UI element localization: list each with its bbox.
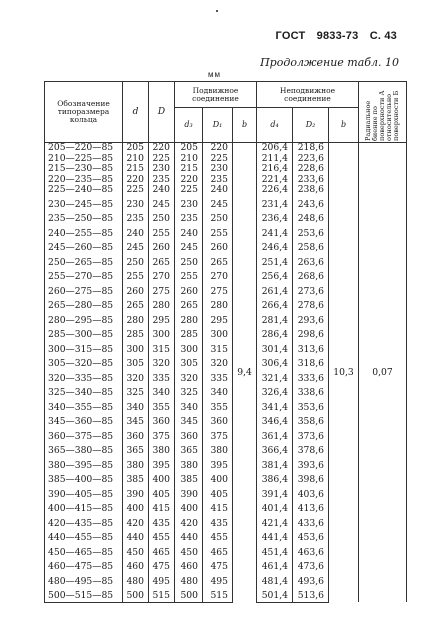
cell-D: 375 <box>149 428 175 443</box>
cell-D1: 395 <box>203 457 233 472</box>
cell-D: 340 <box>149 384 175 399</box>
cell-d3: 480 <box>175 573 203 588</box>
cell-D: 245 <box>149 196 175 211</box>
cell-d3: 460 <box>175 558 203 573</box>
cell-D2: 493,6 <box>293 573 329 588</box>
standard-number: 9833-73 <box>316 30 359 42</box>
cell-D1: 455 <box>203 529 233 544</box>
cell-D1: 265 <box>203 254 233 269</box>
cell-D1: 335 <box>203 370 233 385</box>
cell-designation: 210—225—85 <box>45 154 123 165</box>
cell-designation: 245—260—85 <box>45 239 123 254</box>
cell-designation: 215—230—85 <box>45 164 123 175</box>
cell-D: 495 <box>149 573 175 588</box>
cell-D2: 253,6 <box>293 225 329 240</box>
cell-d: 280 <box>123 312 149 327</box>
cell-D2: 278,6 <box>293 297 329 312</box>
cell-designation: 390—405—85 <box>45 486 123 501</box>
cell-D: 280 <box>149 297 175 312</box>
cell-d: 215 <box>123 164 149 175</box>
cell-D1: 245 <box>203 196 233 211</box>
cell-D1: 300 <box>203 326 233 341</box>
cell-D2: 273,6 <box>293 283 329 298</box>
cell-d4: 241,4 <box>257 225 293 240</box>
cell-d4: 441,4 <box>257 529 293 544</box>
cell-d3: 260 <box>175 283 203 298</box>
cell-runout: 0,07 <box>359 143 407 603</box>
cell-d3: 250 <box>175 254 203 269</box>
cell-D1: 230 <box>203 164 233 175</box>
cell-d: 240 <box>123 225 149 240</box>
cell-D2: 403,6 <box>293 486 329 501</box>
cell-b-fixed: 10,3 <box>329 143 359 603</box>
cell-designation: 340—355—85 <box>45 399 123 414</box>
cell-d3: 420 <box>175 515 203 530</box>
cell-d: 345 <box>123 413 149 428</box>
cell-D: 475 <box>149 558 175 573</box>
cell-d4: 346,4 <box>257 413 293 428</box>
cell-d4: 231,4 <box>257 196 293 211</box>
page-number: С. 43 <box>369 30 397 42</box>
cell-d3: 500 <box>175 587 203 602</box>
cell-designation: 360—375—85 <box>45 428 123 443</box>
cell-D2: 373,6 <box>293 428 329 443</box>
cell-d3: 210 <box>175 154 203 165</box>
cell-d3: 205 <box>175 143 203 154</box>
cell-D1: 435 <box>203 515 233 530</box>
cell-D2: 413,6 <box>293 500 329 515</box>
cell-D1: 320 <box>203 355 233 370</box>
col-D2: D₂ <box>293 108 329 143</box>
cell-D2: 353,6 <box>293 399 329 414</box>
cell-d4: 216,4 <box>257 164 293 175</box>
cell-D: 455 <box>149 529 175 544</box>
cell-designation: 325—340—85 <box>45 384 123 399</box>
cell-d: 225 <box>123 185 149 196</box>
cell-d4: 306,4 <box>257 355 293 370</box>
cell-designation: 380—395—85 <box>45 457 123 472</box>
cell-D2: 268,6 <box>293 268 329 283</box>
cell-D1: 235 <box>203 175 233 186</box>
cell-D2: 513,6 <box>293 587 329 602</box>
dimensions-table <box>44 81 407 603</box>
cell-designation: 230—245—85 <box>45 196 123 211</box>
cell-D1: 360 <box>203 413 233 428</box>
cell-designation: 345—360—85 <box>45 413 123 428</box>
cell-designation: 420—435—85 <box>45 515 123 530</box>
cell-d: 285 <box>123 326 149 341</box>
cell-D: 515 <box>149 587 175 602</box>
cell-D2: 248,6 <box>293 210 329 225</box>
cell-d: 220 <box>123 175 149 186</box>
cell-d4: 301,4 <box>257 341 293 356</box>
table-row <box>45 143 407 154</box>
cell-d4: 221,4 <box>257 175 293 186</box>
page-header <box>268 30 397 42</box>
cell-D1: 400 <box>203 471 233 486</box>
cell-D1: 250 <box>203 210 233 225</box>
cell-D: 360 <box>149 413 175 428</box>
cell-d: 320 <box>123 370 149 385</box>
cell-D: 405 <box>149 486 175 501</box>
cell-d: 400 <box>123 500 149 515</box>
cell-d: 420 <box>123 515 149 530</box>
cell-D: 380 <box>149 442 175 457</box>
cell-D2: 233,6 <box>293 175 329 186</box>
cell-D: 415 <box>149 500 175 515</box>
cell-d3: 320 <box>175 370 203 385</box>
cell-D1: 380 <box>203 442 233 457</box>
cell-d: 365 <box>123 442 149 457</box>
cell-d: 210 <box>123 154 149 165</box>
cell-d3: 265 <box>175 297 203 312</box>
cell-D2: 258,6 <box>293 239 329 254</box>
cell-d3: 220 <box>175 175 203 186</box>
cell-D: 300 <box>149 326 175 341</box>
cell-d3: 305 <box>175 355 203 370</box>
col-b2: b <box>329 108 359 143</box>
cell-D1: 495 <box>203 573 233 588</box>
cell-d3: 230 <box>175 196 203 211</box>
cell-D: 465 <box>149 544 175 559</box>
cell-D2: 433,6 <box>293 515 329 530</box>
cell-d: 480 <box>123 573 149 588</box>
cell-d4: 256,4 <box>257 268 293 283</box>
col-group-fixed: Неподвижное соединение <box>257 82 359 108</box>
cell-designation: 480—495—85 <box>45 573 123 588</box>
cell-D2: 228,6 <box>293 164 329 175</box>
cell-D: 235 <box>149 175 175 186</box>
cell-D1: 515 <box>203 587 233 602</box>
cell-d: 245 <box>123 239 149 254</box>
cell-d3: 365 <box>175 442 203 457</box>
cell-D2: 338,6 <box>293 384 329 399</box>
cell-d3: 325 <box>175 384 203 399</box>
cell-D: 355 <box>149 399 175 414</box>
cell-D: 395 <box>149 457 175 472</box>
cell-D1: 405 <box>203 486 233 501</box>
cell-d3: 215 <box>175 164 203 175</box>
cell-D1: 355 <box>203 399 233 414</box>
cell-d: 250 <box>123 254 149 269</box>
cell-d3: 235 <box>175 210 203 225</box>
continued-label: Продолжение табл. 10 <box>260 56 399 69</box>
cell-designation: 300—315—85 <box>45 341 123 356</box>
cell-designation: 460—475—85 <box>45 558 123 573</box>
cell-D1: 220 <box>203 143 233 154</box>
cell-D1: 240 <box>203 185 233 196</box>
table-body <box>45 143 407 603</box>
cell-d4: 321,4 <box>257 370 293 385</box>
cell-D1: 295 <box>203 312 233 327</box>
cell-d3: 390 <box>175 486 203 501</box>
cell-designation: 320—335—85 <box>45 370 123 385</box>
cell-D: 270 <box>149 268 175 283</box>
cell-d4: 501,4 <box>257 587 293 602</box>
cell-D2: 398,6 <box>293 471 329 486</box>
col-group-movable: Подвижное соединение <box>175 82 257 108</box>
cell-d: 380 <box>123 457 149 472</box>
cell-designation: 225—240—85 <box>45 185 123 196</box>
col-designation: Обозначение типоразмера кольца <box>45 82 123 143</box>
cell-designation: 235—250—85 <box>45 210 123 225</box>
cell-designation: 260—275—85 <box>45 283 123 298</box>
cell-d: 235 <box>123 210 149 225</box>
cell-D2: 378,6 <box>293 442 329 457</box>
cell-d3: 255 <box>175 268 203 283</box>
cell-D: 230 <box>149 164 175 175</box>
cell-d3: 340 <box>175 399 203 414</box>
cell-D1: 340 <box>203 384 233 399</box>
cell-D: 320 <box>149 355 175 370</box>
cell-d3: 440 <box>175 529 203 544</box>
cell-D1: 255 <box>203 225 233 240</box>
col-d: d <box>123 82 149 143</box>
cell-d4: 281,4 <box>257 312 293 327</box>
cell-D: 250 <box>149 210 175 225</box>
cell-b-movable: 9,4 <box>233 143 257 603</box>
cell-d3: 300 <box>175 341 203 356</box>
cell-designation: 385—400—85 <box>45 471 123 486</box>
cell-d3: 225 <box>175 185 203 196</box>
cell-d: 300 <box>123 341 149 356</box>
cell-d3: 280 <box>175 312 203 327</box>
cell-d3: 345 <box>175 413 203 428</box>
cell-d4: 326,4 <box>257 384 293 399</box>
cell-D2: 243,6 <box>293 196 329 211</box>
cell-d4: 461,4 <box>257 558 293 573</box>
cell-D2: 293,6 <box>293 312 329 327</box>
cell-D1: 280 <box>203 297 233 312</box>
cell-d3: 285 <box>175 326 203 341</box>
cell-d: 340 <box>123 399 149 414</box>
cell-d: 255 <box>123 268 149 283</box>
cell-d: 460 <box>123 558 149 573</box>
cell-designation: 400—415—85 <box>45 500 123 515</box>
cell-D2: 223,6 <box>293 154 329 165</box>
cell-d4: 211,4 <box>257 154 293 165</box>
cell-D2: 333,6 <box>293 370 329 385</box>
cell-D: 220 <box>149 143 175 154</box>
cell-D: 255 <box>149 225 175 240</box>
cell-D1: 465 <box>203 544 233 559</box>
col-tolerance <box>359 82 407 143</box>
cell-d3: 450 <box>175 544 203 559</box>
cell-d4: 286,4 <box>257 326 293 341</box>
cell-designation: 450—465—85 <box>45 544 123 559</box>
cell-d4: 366,4 <box>257 442 293 457</box>
cell-D1: 375 <box>203 428 233 443</box>
cell-D: 335 <box>149 370 175 385</box>
cell-d4: 246,4 <box>257 239 293 254</box>
cell-D: 240 <box>149 185 175 196</box>
cell-d: 440 <box>123 529 149 544</box>
cell-d4: 206,4 <box>257 143 293 154</box>
cell-designation: 365—380—85 <box>45 442 123 457</box>
cell-d: 230 <box>123 196 149 211</box>
cell-d4: 251,4 <box>257 254 293 269</box>
col-d4: d₄ <box>257 108 293 143</box>
cell-d: 450 <box>123 544 149 559</box>
cell-designation: 250—265—85 <box>45 254 123 269</box>
cell-d3: 360 <box>175 428 203 443</box>
cell-D1: 270 <box>203 268 233 283</box>
cell-d3: 400 <box>175 500 203 515</box>
cell-d4: 391,4 <box>257 486 293 501</box>
cell-D2: 358,6 <box>293 413 329 428</box>
cell-designation: 205—220—85 <box>45 143 123 154</box>
cell-d: 390 <box>123 486 149 501</box>
cell-d3: 380 <box>175 457 203 472</box>
cell-designation: 255—270—85 <box>45 268 123 283</box>
cell-d: 385 <box>123 471 149 486</box>
cell-D2: 313,6 <box>293 341 329 356</box>
cell-d3: 240 <box>175 225 203 240</box>
cell-D2: 298,6 <box>293 326 329 341</box>
unit-label: мм <box>208 70 221 79</box>
cell-d: 360 <box>123 428 149 443</box>
cell-d4: 226,4 <box>257 185 293 196</box>
cell-designation: 280—295—85 <box>45 312 123 327</box>
cell-d3: 245 <box>175 239 203 254</box>
cell-designation: 240—255—85 <box>45 225 123 240</box>
cell-D: 315 <box>149 341 175 356</box>
cell-d: 260 <box>123 283 149 298</box>
cell-designation: 440—455—85 <box>45 529 123 544</box>
cell-d4: 451,4 <box>257 544 293 559</box>
cell-d4: 341,4 <box>257 399 293 414</box>
cell-d4: 421,4 <box>257 515 293 530</box>
cell-designation: 305—320—85 <box>45 355 123 370</box>
cell-D1: 275 <box>203 283 233 298</box>
cell-D2: 238,6 <box>293 185 329 196</box>
cell-D1: 260 <box>203 239 233 254</box>
cell-D2: 463,6 <box>293 544 329 559</box>
cell-designation: 285—300—85 <box>45 326 123 341</box>
cell-designation: 500—515—85 <box>45 587 123 602</box>
col-d3: d₃ <box>175 108 203 143</box>
cell-d: 205 <box>123 143 149 154</box>
standard-label: ГОСТ <box>275 30 306 42</box>
cell-d3: 385 <box>175 471 203 486</box>
col-b: b <box>233 108 257 143</box>
cell-D: 225 <box>149 154 175 165</box>
cell-designation: 220—235—85 <box>45 175 123 186</box>
col-tolerance-text: Радиальное биение по поверхности А относительно поверхности Б <box>364 90 401 141</box>
cell-D1: 225 <box>203 154 233 165</box>
col-D: D <box>149 82 175 143</box>
cell-D1: 475 <box>203 558 233 573</box>
cell-D: 295 <box>149 312 175 327</box>
cell-d4: 481,4 <box>257 573 293 588</box>
cell-d: 265 <box>123 297 149 312</box>
cell-D: 265 <box>149 254 175 269</box>
cell-d: 305 <box>123 355 149 370</box>
cell-D2: 218,6 <box>293 143 329 154</box>
cell-D2: 473,6 <box>293 558 329 573</box>
cell-d4: 401,4 <box>257 500 293 515</box>
cell-D2: 318,6 <box>293 355 329 370</box>
col-D1: D₁ <box>203 108 233 143</box>
cell-d: 500 <box>123 587 149 602</box>
cell-D2: 393,6 <box>293 457 329 472</box>
cell-designation: 265—280—85 <box>45 297 123 312</box>
cell-D1: 415 <box>203 500 233 515</box>
cell-D: 400 <box>149 471 175 486</box>
cell-D: 435 <box>149 515 175 530</box>
cell-d4: 386,4 <box>257 471 293 486</box>
cell-D2: 453,6 <box>293 529 329 544</box>
cell-d4: 361,4 <box>257 428 293 443</box>
cell-D1: 315 <box>203 341 233 356</box>
cell-d4: 381,4 <box>257 457 293 472</box>
cell-D: 275 <box>149 283 175 298</box>
cell-d4: 261,4 <box>257 283 293 298</box>
scan-speck <box>216 10 218 12</box>
cell-d: 325 <box>123 384 149 399</box>
cell-d4: 236,4 <box>257 210 293 225</box>
cell-d4: 266,4 <box>257 297 293 312</box>
cell-D: 260 <box>149 239 175 254</box>
cell-D2: 263,6 <box>293 254 329 269</box>
